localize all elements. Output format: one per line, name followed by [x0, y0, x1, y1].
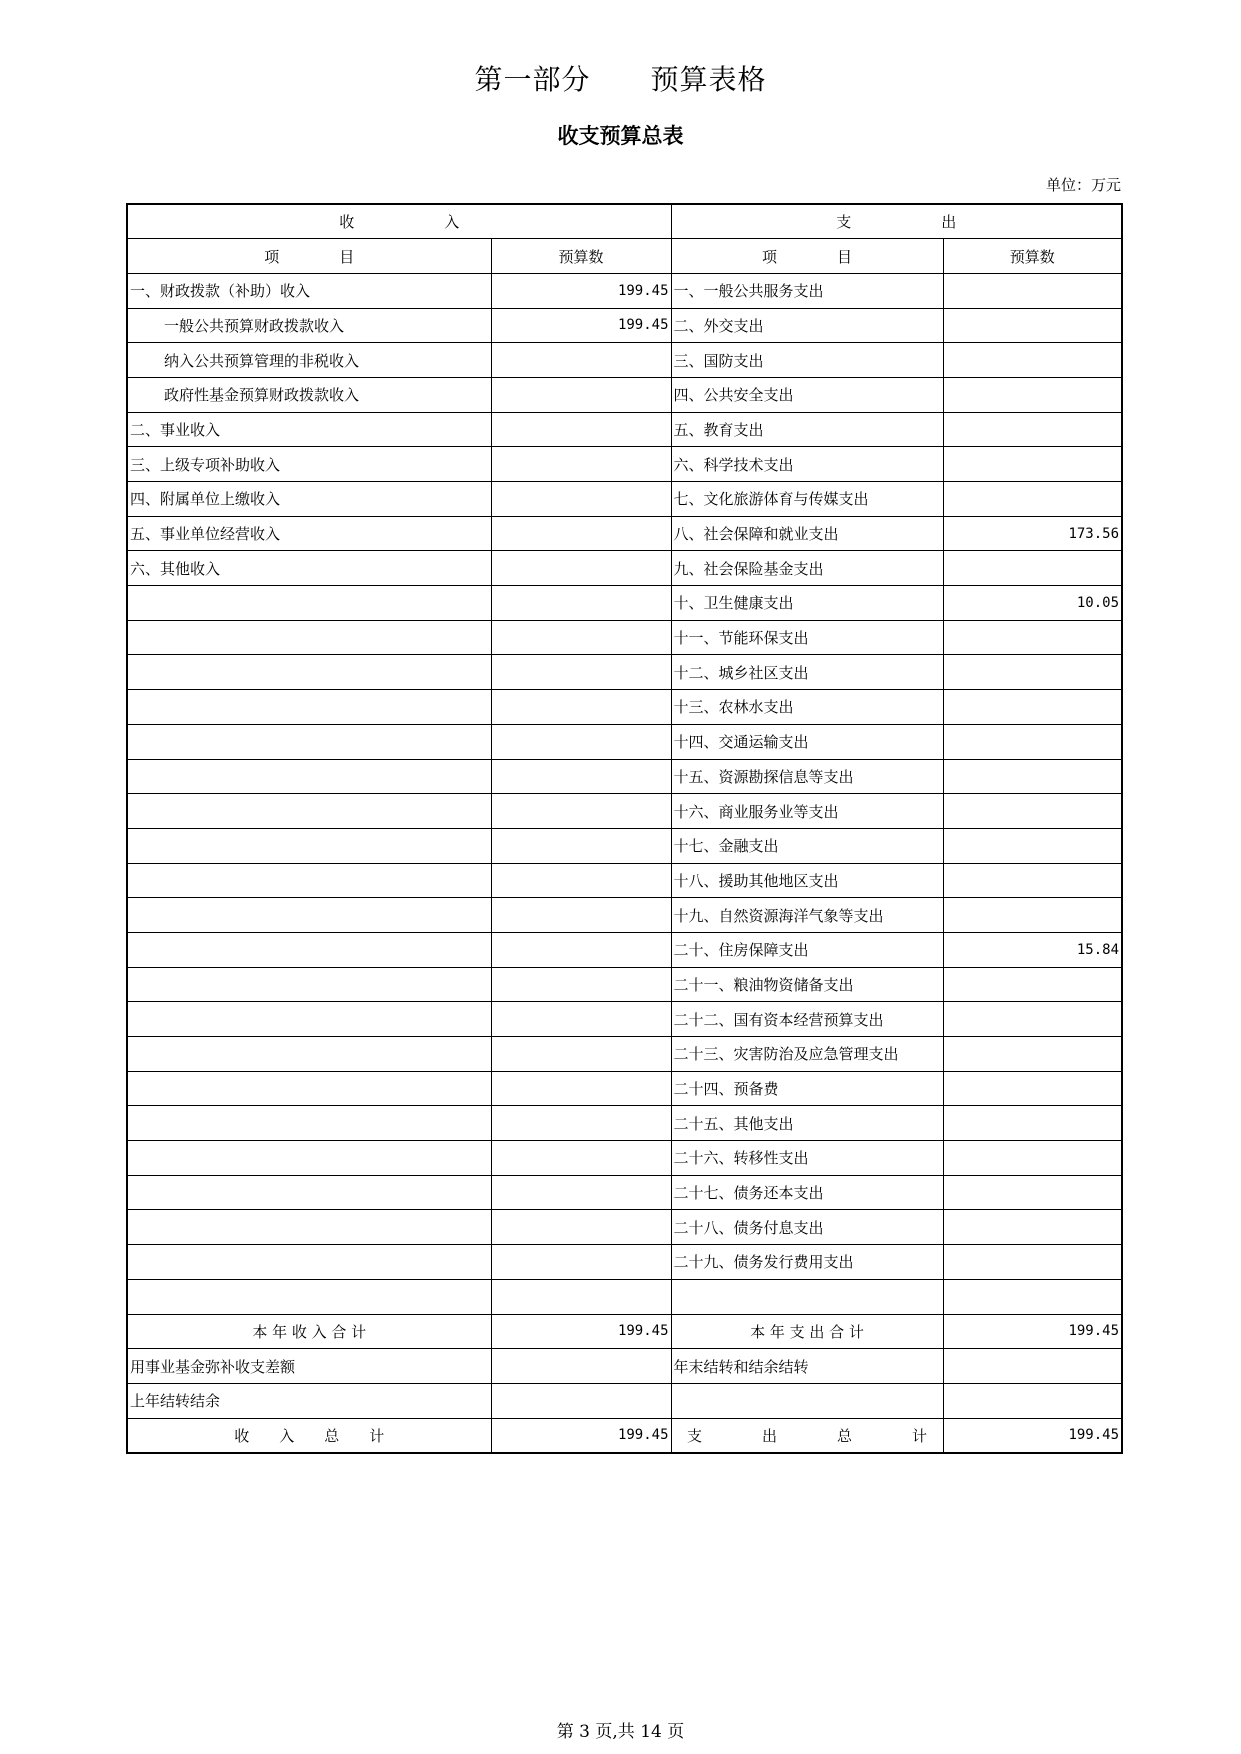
- expense-item: 四、公共安全支出: [671, 377, 943, 412]
- income-item: [127, 863, 491, 898]
- income-value: [491, 1071, 671, 1106]
- expense-value: [943, 1175, 1122, 1210]
- income-item: 一、财政拨款（补助）收入: [127, 273, 491, 308]
- income-item: 二、事业收入: [127, 412, 491, 447]
- income-grand-total-value: 199.45: [491, 1418, 671, 1453]
- header-group-row: [127, 204, 1122, 239]
- income-grand-total-label: 收 入 总 计: [127, 1418, 491, 1453]
- table-row: [127, 690, 1122, 725]
- expense-item: 年末结转和结余结转: [671, 1349, 943, 1384]
- expense-item: 十三、农林水支出: [671, 690, 943, 725]
- unit-label: 单位：万元: [1045, 176, 1121, 194]
- expense-value: [943, 967, 1122, 1002]
- income-item: [127, 1002, 491, 1037]
- table-row: [127, 412, 1122, 447]
- table-row: [127, 516, 1122, 551]
- income-value: [491, 1141, 671, 1176]
- income-value: [491, 551, 671, 586]
- expense-item: 一、一般公共服务支出: [671, 273, 943, 308]
- income-item: [127, 724, 491, 759]
- expense-item: 十七、金融支出: [671, 828, 943, 863]
- income-item: [127, 828, 491, 863]
- expense-value: [943, 898, 1122, 933]
- expense-value: 173.56: [943, 516, 1122, 551]
- expense-item: 十二、城乡社区支出: [671, 655, 943, 690]
- table-row: [127, 1175, 1122, 1210]
- income-item: [127, 794, 491, 829]
- income-value: [491, 828, 671, 863]
- expense-value: [943, 1210, 1122, 1245]
- income-item: [127, 1141, 491, 1176]
- income-item: [127, 1210, 491, 1245]
- table-row: [127, 863, 1122, 898]
- table-row: [127, 655, 1122, 690]
- expense-item-header: 项 目: [671, 239, 943, 274]
- income-value: [491, 1279, 671, 1314]
- expense-item: 二十八、债务付息支出: [671, 1210, 943, 1245]
- page-title: [0, 58, 1241, 98]
- income-item: [127, 1037, 491, 1072]
- income-value: [491, 620, 671, 655]
- table-row: [127, 724, 1122, 759]
- income-item: 用事业基金弥补收支差额: [127, 1349, 491, 1384]
- income-item: [127, 967, 491, 1002]
- income-item: [127, 620, 491, 655]
- income-value: [491, 794, 671, 829]
- income-value: 199.45: [491, 308, 671, 343]
- expense-value: [943, 1002, 1122, 1037]
- table-row: [127, 1071, 1122, 1106]
- expense-value: [943, 447, 1122, 482]
- income-value: 199.45: [491, 273, 671, 308]
- income-item: 六、其他收入: [127, 551, 491, 586]
- expense-item: 二十四、预备费: [671, 1071, 943, 1106]
- expense-item: 二十、住房保障支出: [671, 932, 943, 967]
- table-row: [127, 343, 1122, 378]
- income-item-header: 项 目: [127, 239, 491, 274]
- income-item: [127, 1106, 491, 1141]
- expense-value: 15.84: [943, 932, 1122, 967]
- expense-value: [943, 551, 1122, 586]
- income-item: [127, 586, 491, 621]
- expense-item: 二十七、债务还本支出: [671, 1175, 943, 1210]
- income-value: [491, 1383, 671, 1418]
- income-value: [491, 377, 671, 412]
- table-row: [127, 447, 1122, 482]
- table-row: [127, 932, 1122, 967]
- expense-grand-total-label: 支 出 总 计: [671, 1418, 943, 1453]
- table-row: [127, 551, 1122, 586]
- expense-item: 六、科学技术支出: [671, 447, 943, 482]
- expense-value: [943, 273, 1122, 308]
- table-row: [127, 1349, 1122, 1384]
- income-value: [491, 412, 671, 447]
- title-part1: 第一部分: [474, 63, 591, 96]
- expense-group-header: 支 出: [671, 204, 1122, 239]
- table-row: [127, 273, 1122, 308]
- income-item: [127, 1175, 491, 1210]
- expense-value: [943, 759, 1122, 794]
- income-group-header: 收 入: [127, 204, 671, 239]
- table-row: [127, 1245, 1122, 1280]
- income-item: 一般公共预算财政拨款收入: [127, 308, 491, 343]
- income-value: [491, 447, 671, 482]
- budget-table: [126, 203, 1123, 1454]
- year-expense-total-label: 本 年 支 出 合 计: [671, 1314, 943, 1349]
- table-row: [127, 1383, 1122, 1418]
- year-expense-total-value: 199.45: [943, 1314, 1122, 1349]
- income-item: [127, 1071, 491, 1106]
- income-value: [491, 1106, 671, 1141]
- expense-item: 二、外交支出: [671, 308, 943, 343]
- income-item: [127, 898, 491, 933]
- table-row: [127, 377, 1122, 412]
- income-item: [127, 690, 491, 725]
- expense-item: 十八、援助其他地区支出: [671, 863, 943, 898]
- expense-value: [943, 828, 1122, 863]
- grand-total-row: [127, 1418, 1122, 1453]
- table-row: [127, 1037, 1122, 1072]
- expense-item: 七、文化旅游体育与传媒支出: [671, 482, 943, 517]
- expense-value: 10.05: [943, 586, 1122, 621]
- expense-item: 十四、交通运输支出: [671, 724, 943, 759]
- expense-grand-total-value: 199.45: [943, 1418, 1122, 1453]
- year-total-row: [127, 1314, 1122, 1349]
- expense-item: 三、国防支出: [671, 343, 943, 378]
- income-item: 四、附属单位上缴收入: [127, 482, 491, 517]
- table-row: [127, 308, 1122, 343]
- table-row: [127, 1002, 1122, 1037]
- income-value: [491, 759, 671, 794]
- table-row: [127, 586, 1122, 621]
- income-value: [491, 1175, 671, 1210]
- table-row: [127, 828, 1122, 863]
- income-value: [491, 482, 671, 517]
- expense-value: [943, 655, 1122, 690]
- expense-item: [671, 1383, 943, 1418]
- expense-item: 十、卫生健康支出: [671, 586, 943, 621]
- expense-value: [943, 863, 1122, 898]
- income-item: [127, 932, 491, 967]
- expense-value: [943, 1245, 1122, 1280]
- expense-item: 十五、资源勘探信息等支出: [671, 759, 943, 794]
- expense-item: 十一、节能环保支出: [671, 620, 943, 655]
- expense-item: 十九、自然资源海洋气象等支出: [671, 898, 943, 933]
- income-value: [491, 1002, 671, 1037]
- income-budget-header: 预算数: [491, 239, 671, 274]
- header-row: [127, 239, 1122, 274]
- expense-value: [943, 724, 1122, 759]
- expense-item: 十六、商业服务业等支出: [671, 794, 943, 829]
- income-item: 五、事业单位经营收入: [127, 516, 491, 551]
- income-value: [491, 516, 671, 551]
- income-value: [491, 343, 671, 378]
- expense-item: 二十二、国有资本经营预算支出: [671, 1002, 943, 1037]
- table-row: [127, 1106, 1122, 1141]
- title-part2: 预算表格: [650, 63, 767, 96]
- income-item: [127, 1245, 491, 1280]
- table-row: [127, 759, 1122, 794]
- income-item: 政府性基金预算财政拨款收入: [127, 377, 491, 412]
- income-value: [491, 655, 671, 690]
- expense-item: [671, 1279, 943, 1314]
- expense-value: [943, 620, 1122, 655]
- expense-value: [943, 1383, 1122, 1418]
- table-row: [127, 1141, 1122, 1176]
- table-row: [127, 482, 1122, 517]
- expense-item: 五、教育支出: [671, 412, 943, 447]
- expense-value: [943, 1141, 1122, 1176]
- income-value: [491, 967, 671, 1002]
- year-income-total-label: 本 年 收 入 合 计: [127, 1314, 491, 1349]
- income-value: [491, 1037, 671, 1072]
- income-item: [127, 1279, 491, 1314]
- income-value: [491, 1349, 671, 1384]
- expense-item: 二十六、转移性支出: [671, 1141, 943, 1176]
- expense-item: 二十五、其他支出: [671, 1106, 943, 1141]
- table-row: [127, 967, 1122, 1002]
- income-item: 三、上级专项补助收入: [127, 447, 491, 482]
- income-item: [127, 759, 491, 794]
- table-row: [127, 1279, 1122, 1314]
- expense-item: 二十一、粮油物资储备支出: [671, 967, 943, 1002]
- table-row: [127, 620, 1122, 655]
- expense-item: 二十九、债务发行费用支出: [671, 1245, 943, 1280]
- year-income-total-value: 199.45: [491, 1314, 671, 1349]
- income-value: [491, 898, 671, 933]
- table-row: [127, 1210, 1122, 1245]
- expense-value: [943, 308, 1122, 343]
- expense-item: 二十三、灾害防治及应急管理支出: [671, 1037, 943, 1072]
- expense-value: [943, 794, 1122, 829]
- expense-value: [943, 690, 1122, 725]
- income-value: [491, 1210, 671, 1245]
- expense-value: [943, 1037, 1122, 1072]
- income-item: 纳入公共预算管理的非税收入: [127, 343, 491, 378]
- expense-item: 九、社会保险基金支出: [671, 551, 943, 586]
- income-item: 上年结转结余: [127, 1383, 491, 1418]
- expense-value: [943, 1279, 1122, 1314]
- income-value: [491, 586, 671, 621]
- expense-budget-header: 预算数: [943, 239, 1122, 274]
- page-footer: 第 3 页,共 14 页: [556, 1722, 685, 1742]
- expense-value: [943, 343, 1122, 378]
- income-value: [491, 690, 671, 725]
- expense-item: 八、社会保障和就业支出: [671, 516, 943, 551]
- table-title: 收支预算总表: [557, 124, 684, 148]
- income-value: [491, 863, 671, 898]
- income-item: [127, 655, 491, 690]
- expense-value: [943, 377, 1122, 412]
- expense-value: [943, 482, 1122, 517]
- income-value: [491, 1245, 671, 1280]
- income-value: [491, 932, 671, 967]
- expense-value: [943, 1106, 1122, 1141]
- income-value: [491, 724, 671, 759]
- expense-value: [943, 412, 1122, 447]
- table-row: [127, 898, 1122, 933]
- expense-value: [943, 1071, 1122, 1106]
- expense-value: [943, 1349, 1122, 1384]
- table-row: [127, 794, 1122, 829]
